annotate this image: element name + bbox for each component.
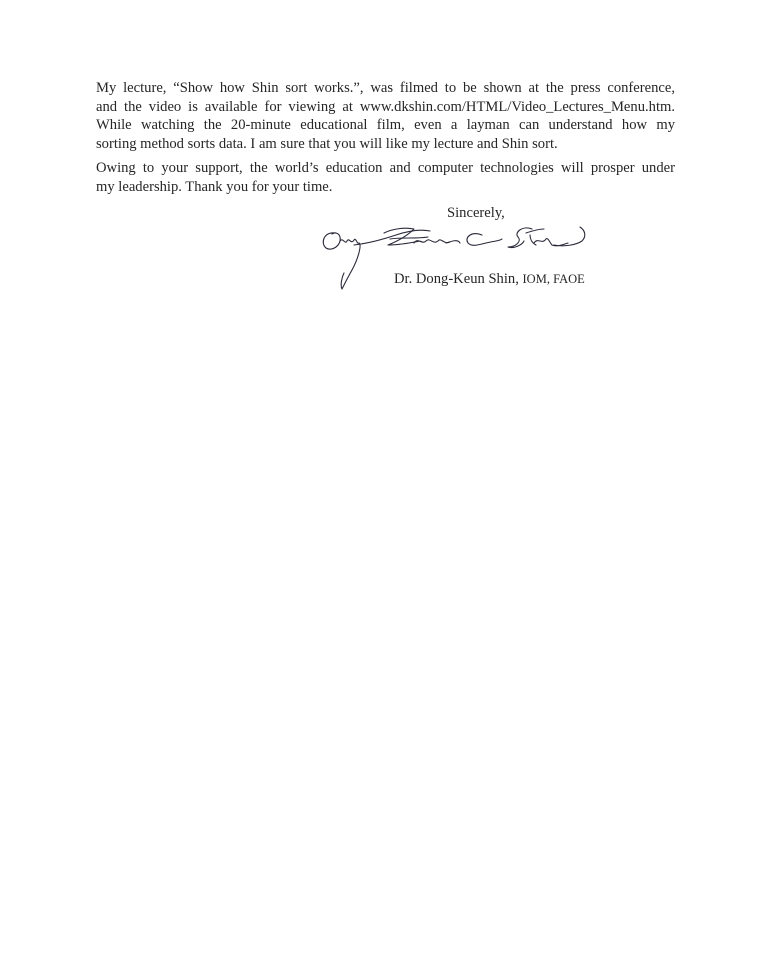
paragraph-line: and the video is available for viewing at www.dkshin.com/HTML/Video_Lectures_Menu.htm. (96, 98, 675, 115)
paragraph-line: Owing to your support, the world’s education and computer technologies will prosper under (96, 160, 675, 176)
paragraph-line: my leadership. Thank you for your time. (96, 178, 333, 195)
paragraph-line: sorting method sorts data. I am sure that you will like my lecture and Shin sort. (96, 135, 558, 152)
signer-postnominals: IOM, FAOE (522, 272, 585, 286)
paragraph-line: My lecture, “Show how Shin sort works.”, was filmed to be shown at the press conference, (96, 80, 675, 96)
letter-paragraph-lecture (96, 79, 675, 153)
closing-salutation: Sincerely, (447, 205, 505, 221)
signer-block (394, 271, 585, 288)
signer-name: Dr. Dong-Keun Shin, (394, 271, 519, 287)
letter-paragraph-thanks (96, 159, 675, 196)
paragraph-line: While watching the 20-minute educational film, even a layman can understand how my (96, 117, 675, 133)
